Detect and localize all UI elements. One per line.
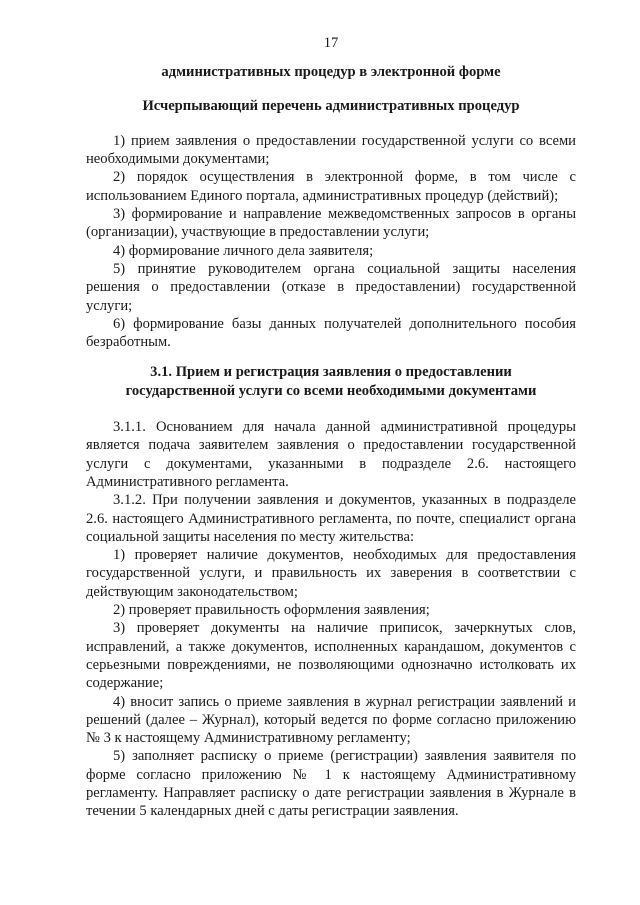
section-heading-line: государственной услуги со всеми необходимыми документами [125,382,537,399]
procedures-list-heading: Исчерпывающий перечень административных процедур [142,97,520,114]
document-page [86,34,576,821]
procedure-item: 3) формирование и направление межведомственных запросов в органы (организации), участвующие в предоставлении услуги; [86,206,576,241]
procedure-item: 6) формирование базы данных получателей дополнительного пособия безработным. [86,315,576,351]
procedure-item: 1) прием заявления о предоставлении государственной услуги со всеми необходимыми документами; [86,132,576,168]
procedure-item: 4) формирование личного дела заявителя; [113,242,374,259]
procedure-item: 2) порядок осуществления в электронной форме, в том числе с использованием Единого портала, административных процедур (действий); [86,169,576,204]
section-heading-line: 3.1. Прием и регистрация заявления о предоставлении [150,364,512,381]
section-paragraph: 3) проверяет документы на наличие приписок, зачеркнутых слов, исправлений, а также документов, исполненных карандашом, документов с серьезными повреждениями, не позволяющими однозначно истолковать их содержание; [86,620,576,692]
section-paragraph: 4) вносит запись о приеме заявления в журнал регистрации заявлений и решений (далее – Журнал), который ведется по форме согласно приложению № 3 к настоящему Административному регламенту; [86,693,576,747]
section-heading [86,363,576,400]
section-paragraph: 3.1.2. При получении заявления и документов, указанных в подразделе 2.6. настоящего Административного регламента, по почте, специалист органа социальной защиты населения по месту жительства: [86,492,576,545]
section-paragraph: 5) заполняет расписку о приеме (регистрации) заявления заявителя по форме согласно приложению № 1 к настоящему Административному регламенту. Направляет расписку о дате регистрации заявления в Журнале в течении 5 календарных дней с даты регистрации заявления. [86,748,576,820]
heading-continuation: административных процедур в электронной форме [161,64,501,81]
section-paragraph: 2) проверяет правильность оформления заявления; [113,602,430,619]
procedures-list [86,132,576,352]
page-number: 17 [323,35,339,51]
section-paragraph: 1) проверяет наличие документов, необходимых для предоставления государственной услуги, и правильность их заверения в соответствии с действующим законодательством; [86,547,576,600]
section-paragraph: 3.1.1. Основанием для начала данной административной процедуры является подача заявителем заявления о предоставлении государственной услуги с документами, указанными в подразделе 2.6. настоящего Административного регламента. [86,419,576,490]
section-body [86,418,576,821]
procedure-item: 5) принятие руководителем органа социальной защиты населения решения о предоставлении (отказе в предоставлении) государственной услуги; [86,260,576,314]
